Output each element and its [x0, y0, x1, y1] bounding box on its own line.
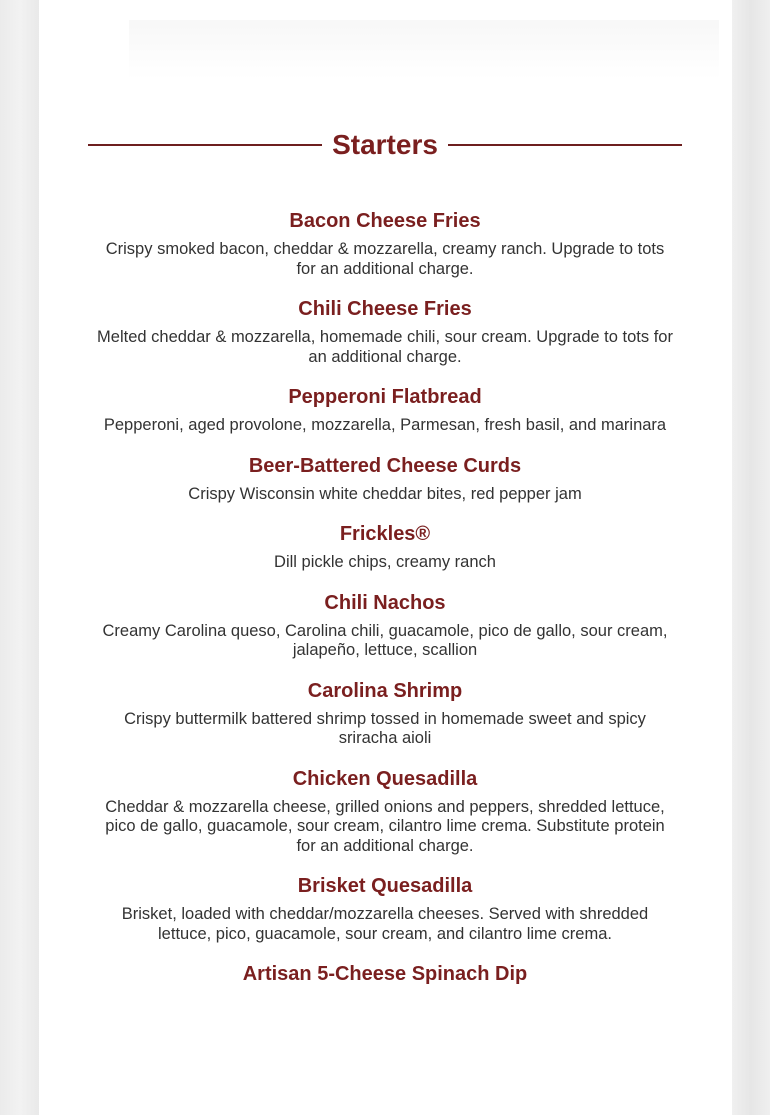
menu-item	[88, 873, 682, 944]
menu-item-name: Bacon Cheese Fries	[289, 210, 481, 232]
menu-item-name: Artisan 5-Cheese Spinach Dip	[242, 963, 528, 985]
menu-item-description: Pepperoni, aged provolone, mozzarella, Parmesan, fresh basil, and marinara	[103, 416, 667, 434]
menu-item-name: Pepperoni Flatbread	[288, 386, 482, 408]
menu-item-description: Crispy smoked bacon, cheddar & mozzarella, creamy ranch. Upgrade to tots for an additional charge.	[105, 240, 665, 278]
menu-item	[88, 384, 682, 436]
menu-item-description: Crispy Wisconsin white cheddar bites, red pepper jam	[188, 484, 582, 503]
menu-item	[88, 521, 682, 573]
section-rule-left	[88, 144, 322, 146]
section-header	[88, 120, 682, 170]
menu-item-name: Frickles®	[339, 523, 431, 545]
menu-item-name: Brisket Quesadilla	[297, 875, 473, 897]
menu-item-name: Chicken Quesadilla	[292, 767, 478, 790]
menu-item	[88, 678, 682, 749]
menu-item	[88, 590, 682, 661]
menu-item-description: Creamy Carolina queso, Carolina chili, guacamole, pico de gallo, sour cream, jalapeño, lettuce, scallion	[102, 621, 668, 659]
right-margin-background	[732, 0, 770, 1115]
menu-item	[88, 961, 682, 987]
menu-item-name: Chili Nachos	[324, 591, 446, 614]
menu-item-description: Melted cheddar & mozzarella, homemade chili, sour cream. Upgrade to tots for an additional charge.	[97, 328, 673, 366]
menu-item	[88, 296, 682, 367]
menu-item-description: Cheddar & mozzarella cheese, grilled onions and peppers, shredded lettuce, pico de gallo, guacamole, sour cream, cilantro lime crema. Substitute protein for an additional charge.	[105, 797, 665, 855]
section-title: Starters	[332, 129, 438, 160]
menu-item	[88, 208, 682, 279]
section-rule-right	[448, 144, 682, 146]
menu-items-list	[88, 208, 682, 1004]
menu-item-description: Dill pickle chips, creamy ranch	[274, 553, 496, 571]
menu-item-name: Carolina Shrimp	[307, 679, 463, 702]
menu-item-description: Crispy buttermilk battered shrimp tossed in homemade sweet and spicy sriracha aioli	[124, 709, 646, 747]
menu-item-name: Beer-Battered Cheese Curds	[248, 454, 522, 477]
faded-header-area	[129, 20, 719, 80]
menu-item-description: Brisket, loaded with cheddar/mozzarella cheeses. Served with shredded lettuce, pico, guacamole, sour cream, and cilantro lime crema.	[121, 905, 649, 943]
menu-item-name: Chili Cheese Fries	[298, 298, 472, 320]
menu-item	[88, 453, 682, 505]
menu-item	[88, 766, 682, 857]
